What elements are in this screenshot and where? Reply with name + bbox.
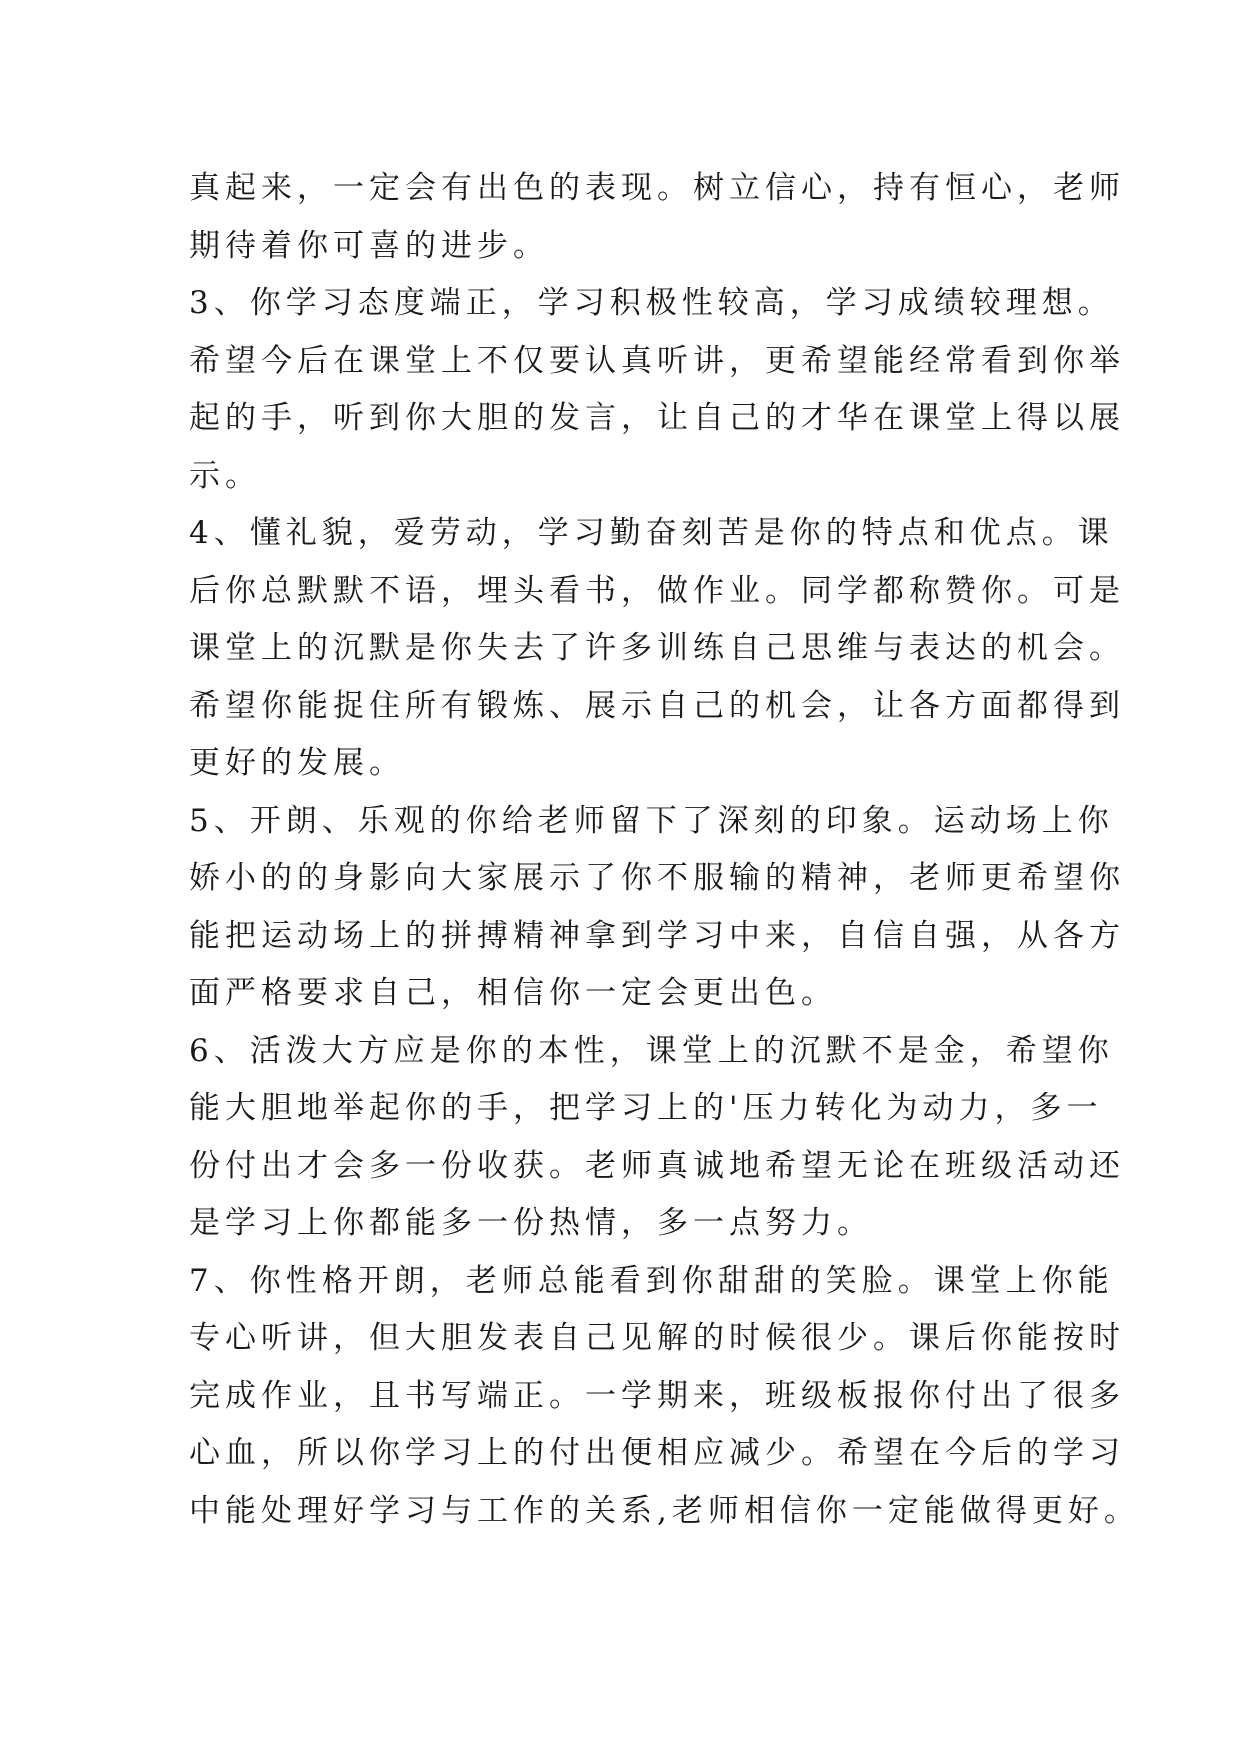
text-line: 面严格要求自己，相信你一定会更出色。 [189, 975, 837, 1011]
text-line: 能把运动场上的拼搏精神拿到学习中来，自信自强，从各方 [189, 917, 1125, 954]
text-line: 6、活泼大方应是你的本性，课堂上的沉默不是金，希望你 [189, 1032, 1114, 1069]
text-line: 心血，所以你学习上的付出便相应减少。希望在今后的学习 [189, 1435, 1125, 1471]
text-line: 期待着你可喜的进步。 [189, 227, 549, 264]
text-line: 7、你性格开朗，老师总能看到你甜甜的笑脸。课堂上你能 [189, 1262, 1114, 1299]
text-line: 是学习上你都能多一份热情，多一点努力。 [189, 1205, 873, 1241]
text-line: 真起来，一定会有出色的表现。树立信心，持有恒心，老师 [189, 170, 1125, 206]
text-line: 4、懂礼貌，爱劳动，学习勤奋刻苦是你的特点和优点。课 [189, 515, 1114, 551]
text-line: 能大胆地举起你的手，把学习上的'压力转化为动力，多一 [189, 1090, 1103, 1126]
text-line: 3、你学习态度端正，学习积极性较高，学习成绩较理想。 [189, 285, 1114, 321]
text-line: 希望你能捉住所有锻炼、展示自己的机会，让各方面都得到 [189, 687, 1125, 724]
text-line: 完成作业，且书写端正。一学期来，班级板报你付出了很多 [189, 1377, 1125, 1414]
text-line: 起的手，听到你大胆的发言，让自己的才华在课堂上得以展 [189, 400, 1125, 436]
text-line: 5、开朗、乐观的你给老师留下了深刻的印象。运动场上你 [189, 802, 1114, 839]
text-line: 专心听讲，但大胆发表自己见解的时候很少。课后你能按时 [189, 1320, 1125, 1356]
text-line: 课堂上的沉默是你失去了许多训练自己思维与表达的机会。 [189, 630, 1125, 666]
text-line: 更好的发展。 [189, 745, 405, 781]
text-line: 后你总默默不语，埋头看书，做作业。同学都称赞你。可是 [189, 572, 1125, 609]
document-body [189, 160, 1140, 1540]
text-line: 示。 [189, 457, 261, 494]
text-line: 娇小的的身影向大家展示了你不服输的精神，老师更希望你 [189, 860, 1125, 896]
text-line: 份付出才会多一份收获。老师真诚地希望无论在班级活动还 [189, 1147, 1125, 1184]
text-line: 中能处理好学习与工作的关系,老师相信你一定能做得更好。 [189, 1492, 1140, 1529]
text-line: 希望今后在课堂上不仅要认真听讲，更希望能经常看到你举 [189, 342, 1125, 379]
